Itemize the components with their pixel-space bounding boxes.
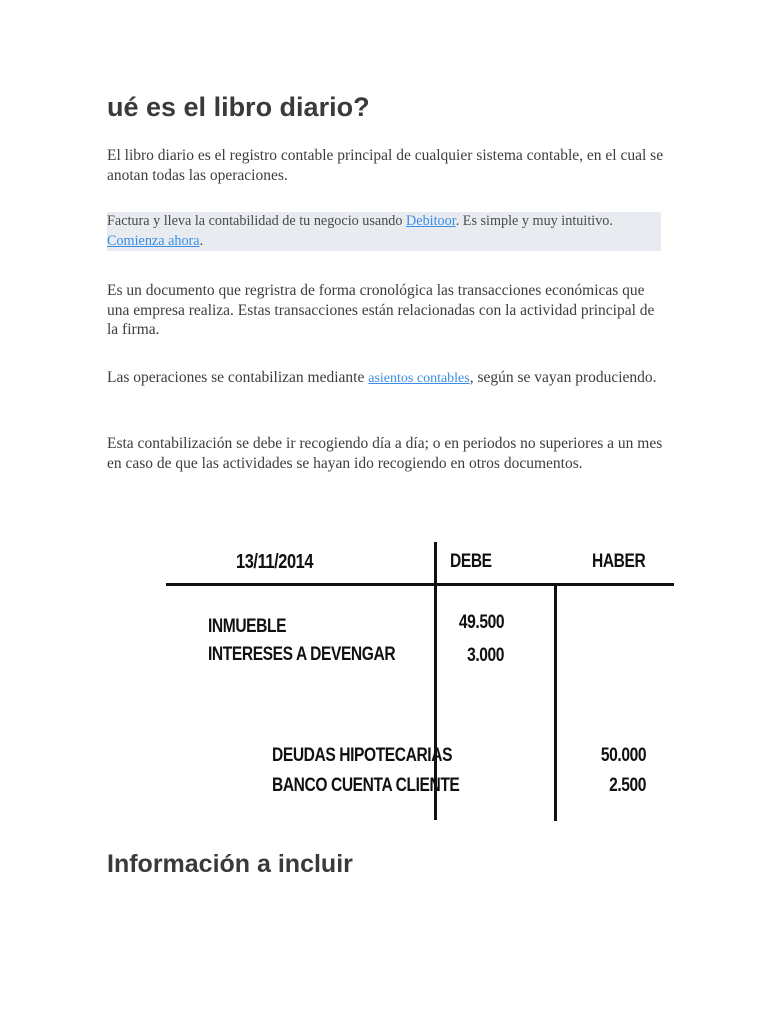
promo-text-middle: . Es simple y muy intuitivo. (455, 213, 613, 229)
header-rule (166, 583, 674, 586)
credit-amount: 2.500 (609, 775, 646, 796)
definition-paragraph: Es un documento que regristra de forma cronológica las transacciones económicas que una empresa realiza. Estas transacciones están relacionadas con la actividad principal de la firma. (107, 282, 655, 338)
section-heading: Información a incluir (107, 850, 353, 878)
intro-paragraph: El libro diario es el registro contable principal de cualquier sistema contable, en el cual se anotan todas las operaciones. (107, 147, 664, 184)
comienza-ahora-link[interactable]: Comienza ahora (107, 232, 200, 249)
debe-header: DEBE (450, 551, 492, 572)
haber-column-divider (554, 585, 557, 821)
journal-entry-table (160, 536, 680, 826)
operations-text-end: , según se vayan produciendo. (469, 369, 657, 386)
credit-account: BANCO CUENTA CLIENTE (272, 775, 460, 796)
debit-account: INTERESES A DEVENGAR (208, 644, 396, 665)
page-title: ué es el libro diario? (107, 92, 370, 122)
debit-amount: 3.000 (467, 645, 504, 666)
asientos-contables-link[interactable]: asientos contables (368, 371, 470, 386)
promo-text-end: . (199, 232, 204, 249)
credit-amount: 50.000 (600, 745, 646, 766)
debit-amount: 49.500 (458, 612, 504, 633)
debitoor-link[interactable]: Debitoor (406, 213, 456, 229)
entry-date: 13/11/2014 (236, 551, 314, 573)
promo-text: Factura y lleva la contabilidad de tu negocio usando (107, 213, 407, 229)
debit-account: INMUEBLE (208, 616, 287, 637)
frequency-paragraph: Esta contabilización se debe ir recogiendo día a día; o en periodos no superiores a un mes en caso de que las actividades se hayan ido recogiendo en otros documentos. (107, 435, 663, 472)
credit-account: DEUDAS HIPOTECARIAS (272, 745, 453, 766)
promo-banner (107, 212, 661, 251)
operations-paragraph (107, 368, 667, 389)
haber-header: HABER (592, 551, 646, 572)
operations-text: Las operaciones se contabilizan mediante (107, 369, 369, 386)
